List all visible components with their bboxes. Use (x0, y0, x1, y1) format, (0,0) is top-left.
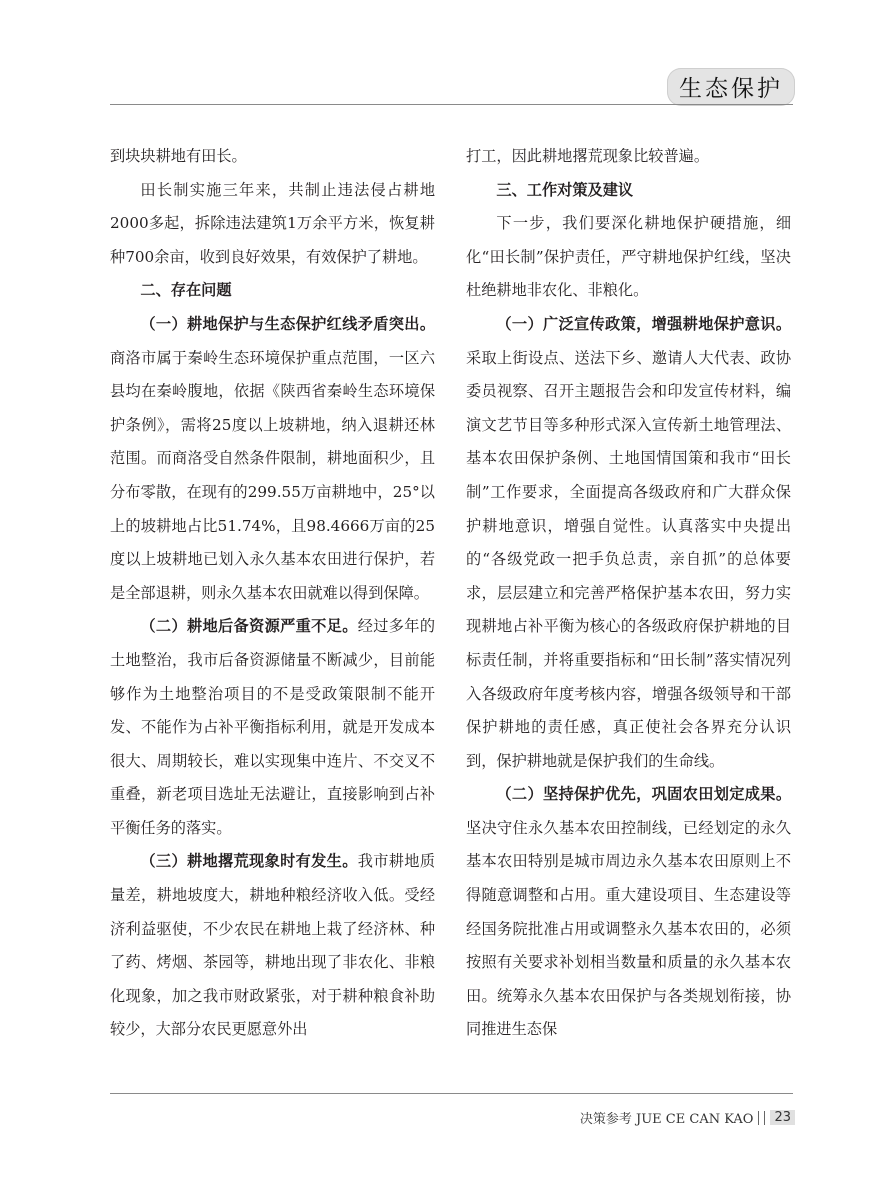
paragraph: 打工，因此耕地撂荒现象比较普遍。 (466, 147, 709, 165)
separator-icon (758, 1111, 765, 1125)
subsection-title: （一）广泛宣传政策，增强耕地保护意识。 (496, 314, 791, 333)
subsection-title: （一）耕地保护与生态保护红线矛盾突出。 (140, 314, 435, 333)
paragraph: 到块块耕地有田长。 (110, 147, 247, 165)
paragraph: 田长制实施三年来，共制止违法侵占耕地2000多起，拆除违法建筑1万余平方米，恢复耕种700余亩，收到良好效果，有效保护了耕地。 (110, 180, 435, 266)
paragraph (110, 610, 435, 845)
paragraph (110, 845, 435, 1047)
left-column (110, 140, 435, 1047)
subsection-body: 采取上街设点、送法下乡、邀请人大代表、政协委员视察、召开主题报告会和印发宣传材料，编演文艺节目等多种形式深入宣传新土地管理法、基本农田保护条例、土地国情国策和我市“田长制”工作要求，全面提高各级政府和广大群众保护耕地意识，增强自觉性。认真落实中央提出的“各级党政一把手负总责，亲自抓”的总体要求，层层建立和完善严格保护基本农田，努力实现耕地占补平衡为核心的各级政府保护耕地的目标责任制，并将重要指标和“田长制”落实情况列入各级政府年度考核内容，增强各级领导和干部保护耕地的责任感，真正使社会各界充分认识到，保护耕地就是保护我们的生命线。 (466, 348, 791, 770)
section-tab: 生态保护 (667, 68, 795, 106)
page-footer (580, 1108, 795, 1127)
subsection-body: 我市耕地质量差，耕地坡度大，耕地种粮经济收入低。受经济利益驱使，不少农民在耕地上栽了经济林、种了药、烤烟、茶园等，耕地出现了非农化、非粮化现象，加之我市财政紧张，对于耕种粮食补助较少，大部分农民更愿意外出 (110, 852, 435, 1039)
subsection-title: （二）坚持保护优先，巩固农田划定成果。 (496, 785, 791, 804)
top-rule (110, 104, 793, 105)
subsection-title: （二）耕地后备资源严重不足。 (140, 617, 358, 636)
right-column (466, 140, 791, 1047)
paragraph: 下一步，我们要深化耕地保护硬措施，细化“田长制”保护责任，严守耕地保护红线，坚决杜绝耕地非农化、非粮化。 (466, 214, 791, 300)
subsection-title: （三）耕地撂荒现象时有发生。 (140, 852, 358, 871)
page-number: 23 (770, 1110, 795, 1125)
paragraph (466, 778, 791, 1047)
subsection-body: 坚决守住永久基本农田控制线，已经划定的永久基本农田特别是城市周边永久基本农田原则上不得随意调整和占用。重大建设项目、生态建设等经国务院批准占用或调整永久基本农田的，必须按照有关要求补划相当数量和质量的永久基本农田。统筹永久基本农田保护与各类规划衔接，协同推进生态保 (466, 818, 791, 1039)
subsection-body: 经过多年的土地整治，我市后备资源储量不断减少，目前能够作为土地整治项目的不是受政策限制不能开发、不能作为占补平衡指标利用，就是开发成本很大、周期较长，难以实现集中连片、不交叉不重叠，新老项目选址无法避让，直接影响到占补平衡任务的落实。 (110, 617, 435, 837)
bottom-rule (110, 1093, 793, 1094)
section-heading: 三、工作对策及建议 (496, 180, 634, 199)
subsection-body: 商洛市属于秦岭生态环境保护重点范围，一区六县均在秦岭腹地，依据《陕西省秦岭生态环境保护条例》，需将25度以上坡耕地，纳入退耕还林范围。而商洛受自然条件限制，耕地面积少，且分布零散，在现有的299.55万亩耕地中，25°以上的坡耕地占比51.74%，且98.4666万亩的25度以上坡耕地已划入永久基本农田进行保护，若是全部退耕，则永久基本农田就难以得到保障。 (110, 348, 435, 602)
paragraph (466, 308, 791, 778)
paragraph (110, 308, 435, 610)
section-heading: 二、存在问题 (140, 281, 232, 300)
journal-name: 决策参考 JUE CE CAN KAO (579, 1112, 754, 1127)
